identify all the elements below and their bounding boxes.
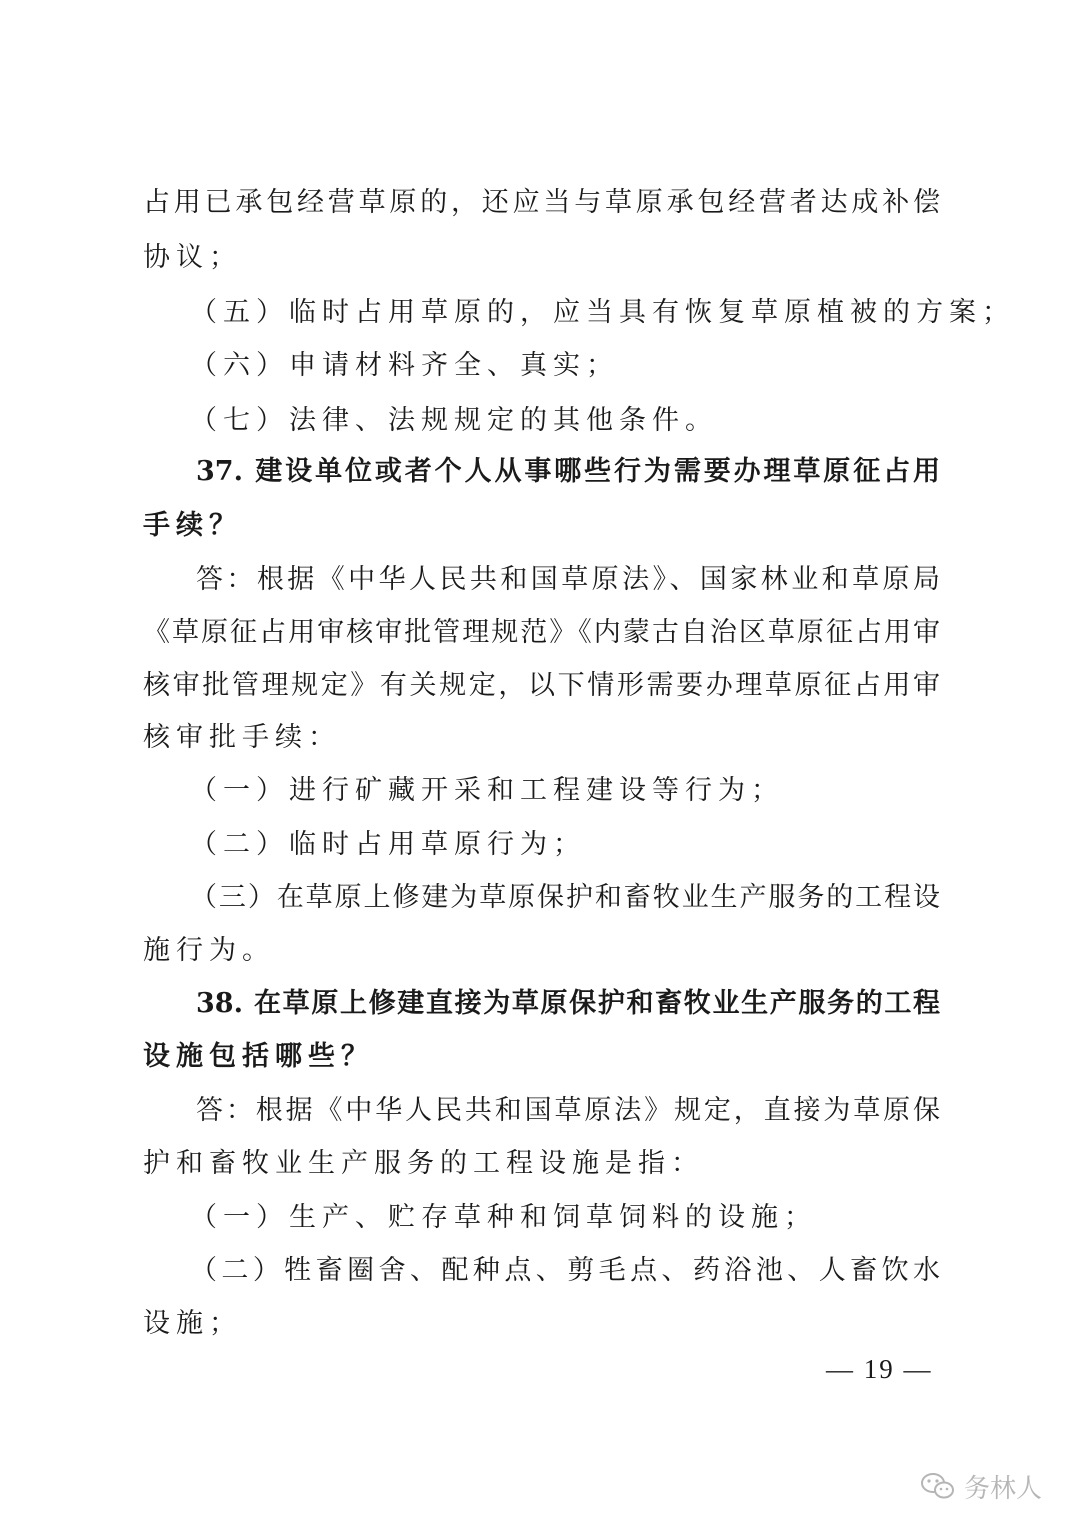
text-line: 设施包括哪些？ bbox=[143, 1041, 374, 1072]
text-line: （五）临时占用草原的，应当具有恢复草原植被的方案； bbox=[190, 297, 1015, 328]
text-line: 占用已承包经营草原的，还应当与草原承包经营者达成补偿 bbox=[143, 187, 940, 218]
text-line: 协议； bbox=[143, 242, 242, 273]
text-line: 答：根据《中华人民共和国草原法》、国家林业和草原局 bbox=[196, 564, 940, 595]
page-number: — 19 — bbox=[826, 1354, 933, 1384]
text-line: 38. 在草原上修建直接为草原保护和畜牧业生产服务的工程 bbox=[196, 988, 940, 1019]
text-line: 答：根据《中华人民共和国草原法》规定，直接为草原保 bbox=[196, 1095, 940, 1126]
text-line: 核审批管理规定》有关规定，以下情形需要办理草原征占用审 bbox=[143, 670, 940, 701]
text-line: （二）牲畜圈舍、配种点、剪毛点、药浴池、人畜饮水 bbox=[190, 1255, 940, 1286]
text-line: （七）法律、法规规定的其他条件。 bbox=[190, 405, 718, 436]
text-line: （二）临时占用草原行为； bbox=[190, 829, 586, 860]
text-line: 施行为。 bbox=[143, 935, 275, 966]
text-line: （一）进行矿藏开采和工程建设等行为； bbox=[190, 775, 784, 806]
watermark-text: 务林人 bbox=[964, 1473, 1043, 1504]
text-line: 手续？ bbox=[143, 510, 242, 541]
text-line: 《草原征占用审核审批管理规范》《内蒙古自治区草原征占用审 bbox=[143, 617, 940, 648]
text-line: 设施； bbox=[143, 1308, 242, 1339]
text-line: （一）生产、贮存草种和饲草饲料的设施； bbox=[190, 1202, 817, 1233]
text-line: 核审批手续： bbox=[143, 722, 341, 753]
text-line: 37. 建设单位或者个人从事哪些行为需要办理草原征占用 bbox=[196, 456, 940, 487]
text-line: （三）在草原上修建为草原保护和畜牧业生产服务的工程设 bbox=[190, 882, 940, 913]
wechat-icon bbox=[920, 1471, 956, 1501]
text-line: 护和畜牧业生产服务的工程设施是指： bbox=[143, 1148, 704, 1179]
text-line: （六）申请材料齐全、真实； bbox=[190, 350, 619, 381]
watermark bbox=[920, 1466, 1042, 1506]
